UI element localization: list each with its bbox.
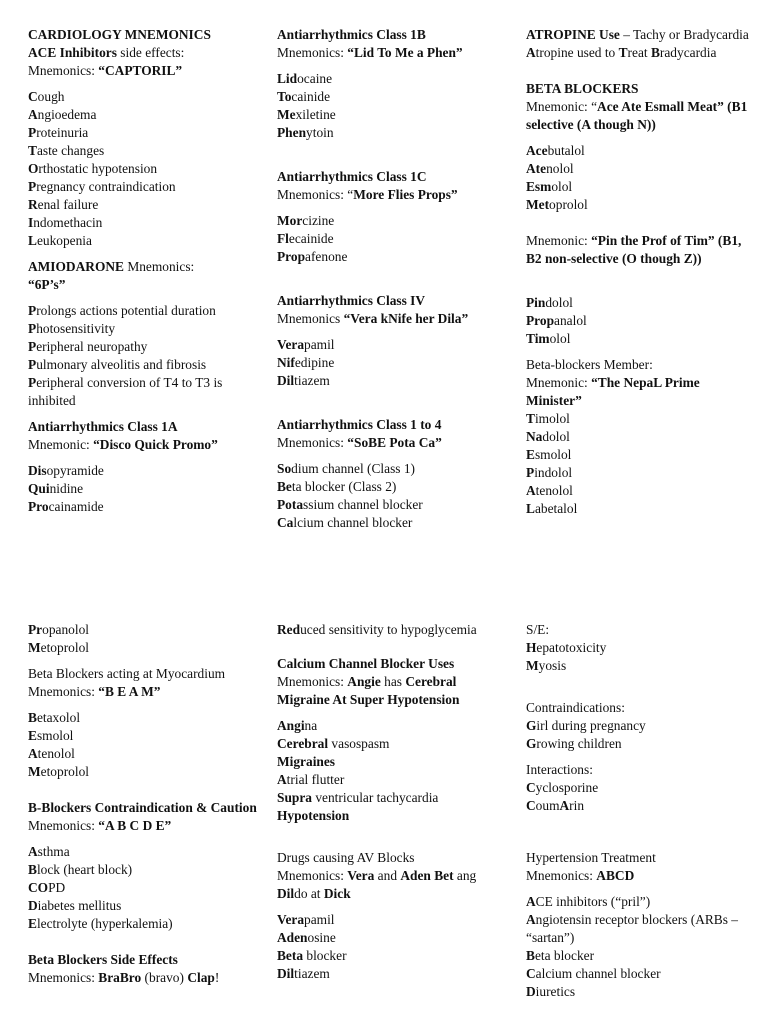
list-item: Esmolol — [526, 179, 573, 194]
contraindications-label: Contraindications: — [526, 700, 625, 715]
list-item: Peripheral conversion of T4 to T3 is inhibited — [28, 375, 223, 408]
list-item: Prolongs actions potential duration — [28, 303, 216, 318]
list-item: Atenolol — [526, 483, 573, 498]
list-item: Orthostatic hypotension — [28, 161, 158, 176]
class4-list — [277, 336, 509, 390]
list-item: Calcium channel blocker — [526, 966, 661, 981]
list-item: Reduced sensitivity to hypoglycemia — [277, 622, 477, 637]
list-item: Propanalol — [526, 313, 587, 328]
list-item: Myosis — [526, 658, 567, 673]
list-item: Procainamide — [28, 499, 104, 514]
non-selective-mnemonic: Mnemonic: “Pin the Prof of Tim” (B1, B2 non-selective (O though Z)) — [526, 233, 742, 266]
list-item: Propafenone — [277, 249, 348, 264]
list-item: Supra ventricular tachycardia — [277, 790, 439, 805]
list-item: Peripheral neuropathy — [28, 339, 148, 354]
hypertension-list-rest — [526, 911, 758, 1001]
list-item: Pulmonary alveolitis and fibrosis — [28, 357, 207, 372]
interactions-label: Interactions: — [526, 762, 593, 777]
class1to4-heading: Antiarrhythmics Class 1 to 4 — [277, 417, 442, 432]
class4-heading: Antiarrhythmics Class IV — [277, 293, 426, 308]
ace-mnemonic: Mnemonics: “CAPTORIL” — [28, 63, 183, 78]
class1b-mnemonic: Mnemonics: “Lid To Me a Phen” — [277, 45, 463, 60]
list-item: Pindolol — [526, 295, 573, 310]
list-item: COPD — [28, 880, 66, 895]
side-effects-heading: Beta Blockers Side Effects — [28, 952, 178, 967]
av-block-list — [277, 911, 509, 983]
abcde-list — [28, 843, 260, 933]
list-item: Atrial flutter — [277, 772, 345, 787]
list-item: Nadolol — [526, 429, 570, 444]
class4-mnemonic: Mnemonics “Vera kNife her Dila” — [277, 311, 469, 326]
list-item: Leukopenia — [28, 233, 92, 248]
beta-blockers-heading: BETA BLOCKERS — [526, 81, 639, 96]
members-label: Beta-blockers Member: — [526, 357, 653, 372]
list-item: Hepatotoxicity — [526, 640, 607, 655]
members-list — [526, 410, 758, 518]
list-item: Block (heart block) — [28, 862, 133, 877]
list-item: ACE inhibitors (“pril”) — [526, 894, 651, 909]
list-item: Phenytoin — [277, 125, 334, 140]
list-item: Growing children — [526, 736, 622, 751]
non-selective-list — [526, 294, 758, 348]
list-item: Atenolol — [28, 746, 75, 761]
bb-continued-list — [28, 621, 260, 657]
ace-heading: ACE Inhibitors side effects: — [28, 45, 185, 60]
list-item: Sodium channel (Class 1) — [277, 461, 415, 476]
amiodarone-heading: AMIODARONE Mnemonics: — [28, 259, 195, 274]
class1c-mnemonic: Mnemonics: “More Flies Props” — [277, 187, 458, 202]
six-p-list — [28, 302, 260, 410]
list-item: Beta blocker (Class 2) — [277, 479, 397, 494]
abcde-heading: B-Blockers Contraindication & Caution — [28, 800, 257, 815]
class1c-list — [277, 212, 509, 266]
list-item: Angioedema — [28, 107, 97, 122]
interactions-list — [526, 779, 758, 815]
class1c-heading: Antiarrhythmics Class 1C — [277, 169, 427, 184]
bottom-column-3 — [526, 621, 758, 1001]
list-item: Hypotension — [277, 808, 350, 823]
beam-label: Beta Blockers acting at Myocardium — [28, 666, 226, 681]
list-item: Labetalol — [526, 501, 578, 516]
list-item: Verapamil — [277, 337, 335, 352]
members-mnemonic: Mnemonic: “The NepaL Prime Minister” — [526, 375, 700, 408]
list-item: Esmolol — [526, 447, 572, 462]
ccb-list — [277, 717, 509, 825]
se-list — [526, 639, 758, 675]
list-item: Electrolyte (hyperkalemia) — [28, 916, 173, 931]
abcde-mnemonic: Mnemonics: “A B C D E” — [28, 818, 172, 833]
av-block-mnemonic: Mnemonics: Vera and Aden Bet ang Dildo at Dick — [277, 868, 477, 901]
list-item: Disopyramide — [28, 463, 104, 478]
class1a-heading: Antiarrhythmics Class 1A — [28, 419, 178, 434]
list-item: Timolol — [526, 411, 570, 426]
beam-list — [28, 709, 260, 781]
class1to4-list — [277, 460, 509, 532]
bottom-column-1 — [28, 621, 260, 987]
list-item: Indomethacin — [28, 215, 103, 230]
side-effects-mnemonic: Mnemonics: BraBro (bravo) Clap! — [28, 970, 220, 985]
list-item: Verapamil — [277, 912, 335, 927]
se-label: S/E: — [526, 622, 550, 637]
bottom-column-2 — [277, 621, 509, 983]
top-column-2 — [277, 26, 509, 532]
list-item: Angina — [277, 718, 318, 733]
list-item: Proteinuria — [28, 125, 89, 140]
list-item: Renal failure — [28, 197, 99, 212]
list-item: Diabetes mellitus — [28, 898, 122, 913]
list-item: Flecainide — [277, 231, 334, 246]
class1a-list — [28, 462, 260, 516]
hypertension-list-a — [526, 893, 758, 911]
list-item: Taste changes — [28, 143, 105, 158]
list-item: Photosensitivity — [28, 321, 116, 336]
class1b-heading: Antiarrhythmics Class 1B — [277, 27, 426, 42]
captoril-list — [28, 88, 260, 250]
inline-line: Atropine used to Treat Bradycardia — [526, 45, 717, 60]
list-item: Mexiletine — [277, 107, 336, 122]
list-item: Beta blocker — [277, 948, 347, 963]
class1to4-mnemonic: Mnemonics: “SoBE Pota Ca” — [277, 435, 442, 450]
list-item: Morcizine — [277, 213, 335, 228]
list-item: Metoprolol — [28, 640, 89, 655]
list-item: Atenolol — [526, 161, 574, 176]
list-item: Adenosine — [277, 930, 336, 945]
list-item: Propanolol — [28, 622, 89, 637]
list-item: Quinidine — [28, 481, 84, 496]
list-item: Diltiazem — [277, 373, 330, 388]
list-item: Migraines — [277, 754, 336, 769]
contraindications-list — [526, 717, 758, 753]
list-item: Metoprolol — [28, 764, 89, 779]
bb-se-continued-list — [277, 621, 509, 639]
class1a-mnemonic: Mnemonic: “Disco Quick Promo” — [28, 437, 218, 452]
hypertension-mnemonic: Mnemonics: ABCD — [526, 868, 635, 883]
list-item: Cyclosporine — [526, 780, 599, 795]
b1-selective-list — [526, 142, 758, 214]
atropine-heading: ATROPINE Use – Tachy or Bradycardia — [526, 27, 749, 42]
list-item: Angiotensin receptor blockers (ARBs – “sartan”) — [526, 912, 738, 945]
list-item: Cough — [28, 89, 65, 104]
list-item: Metoprolol — [526, 197, 588, 212]
list-item: Pindolol — [526, 465, 573, 480]
class1b-list — [277, 70, 509, 142]
top-column-3 — [526, 26, 758, 518]
top-column-1 — [28, 26, 260, 516]
hypertension-label: Hypertension Treatment — [526, 850, 656, 865]
list-item: Potassium channel blocker — [277, 497, 423, 512]
list-item: Esmolol — [28, 728, 74, 743]
list-item: Cerebral vasospasm — [277, 736, 390, 751]
beam-mnemonic: Mnemonics: “B E A M” — [28, 684, 161, 699]
list-item: Diuretics — [526, 984, 576, 999]
ccb-mnemonic: Mnemonics: Angie has Cerebral Migraine At Super Hypotension — [277, 674, 460, 707]
av-block-label: Drugs causing AV Blocks — [277, 850, 415, 865]
list-item: Beta blocker — [526, 948, 595, 963]
list-item: Diltiazem — [277, 966, 330, 981]
list-item: Pregnancy contraindication — [28, 179, 176, 194]
list-item: Nifedipine — [277, 355, 335, 370]
list-item: Betaxolol — [28, 710, 81, 725]
list-item: Lidocaine — [277, 71, 333, 86]
list-item: Acebutalol — [526, 143, 585, 158]
list-item: Girl during pregnancy — [526, 718, 646, 733]
list-item: Tocainide — [277, 89, 331, 104]
beta-blockers-mnemonic: Mnemonic: “Ace Ate Esmall Meat” (B1 selective (A though N)) — [526, 99, 748, 132]
ccb-heading: Calcium Channel Blocker Uses — [277, 656, 455, 671]
list-item: Calcium channel blocker — [277, 515, 413, 530]
list-item: Asthma — [28, 844, 70, 859]
list-item: CoumArin — [526, 798, 585, 813]
amiodarone-mnemonic: “6P’s” — [28, 277, 66, 292]
list-item: Timolol — [526, 331, 571, 346]
document-title: CARDIOLOGY MNEMONICS — [28, 27, 211, 42]
atropine-line — [526, 44, 758, 62]
